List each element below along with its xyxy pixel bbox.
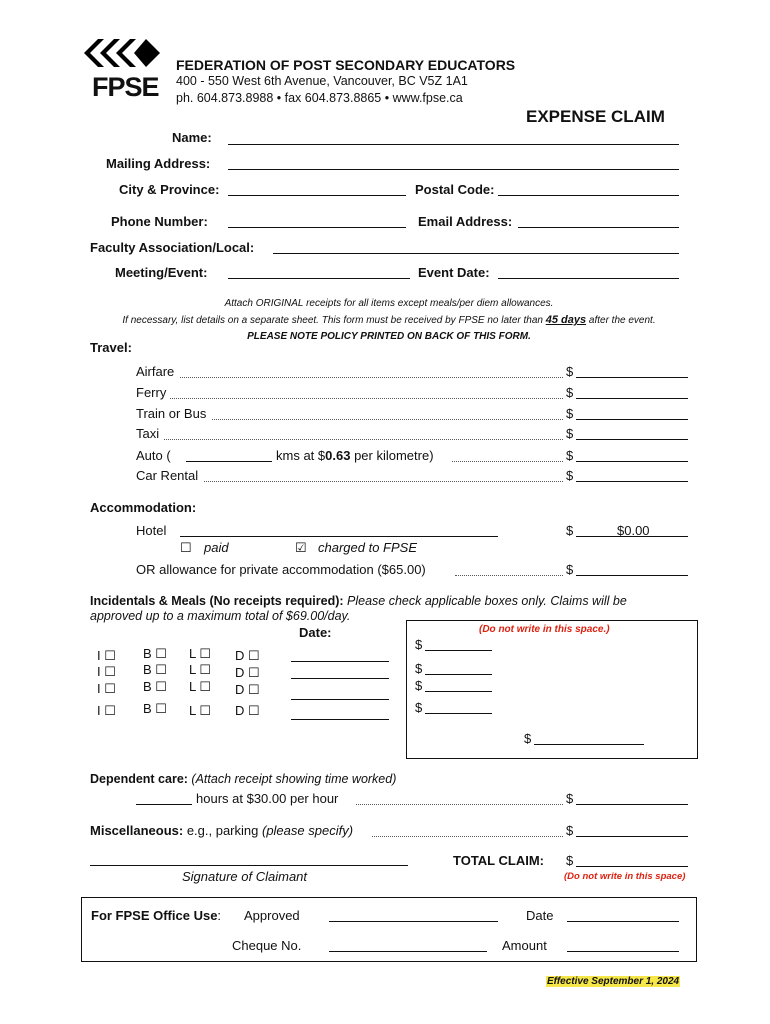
office-amount-1-dollar: $ — [415, 637, 423, 652]
instruction-line-1: Attach ORIGINAL receipts for all items except meals/per diem allowances. — [224, 298, 554, 309]
misc-row: Miscellaneous: e.g., parking (please specify) — [90, 823, 354, 838]
incidental-row4-b[interactable]: B ☐ — [143, 701, 167, 716]
office-approved-field — [329, 921, 498, 922]
incidental-row3-date[interactable] — [291, 699, 389, 700]
incidental-row2-date[interactable] — [291, 678, 389, 679]
auto-label: Auto ( — [136, 448, 171, 463]
logo-text: FPSE — [92, 72, 159, 102]
office-use-box — [81, 897, 697, 962]
auto-amount-field[interactable] — [576, 461, 688, 462]
ferry-dollar: $ — [566, 385, 574, 400]
signature-label: Signature of Claimant — [182, 869, 308, 884]
office-amount-4-dollar: $ — [415, 700, 423, 715]
airfare-leader — [180, 377, 563, 378]
incidental-row1-i[interactable]: I ☐ — [97, 648, 116, 663]
office-amount-1 — [425, 650, 492, 651]
private-allowance-label: OR allowance for private accommodation ($65.00) — [136, 562, 426, 577]
meeting-event-field[interactable] — [228, 278, 410, 279]
train-bus-dollar: $ — [566, 406, 574, 421]
office-amount-2 — [425, 674, 492, 675]
incidental-row1-date[interactable] — [291, 661, 389, 662]
org-name: FEDERATION OF POST SECONDARY EDUCATORS — [176, 57, 516, 73]
fpse-logo-mark-icon — [84, 36, 162, 70]
office-use-heading: For FPSE Office Use: — [91, 908, 222, 923]
misc-amount-field[interactable] — [576, 836, 688, 837]
auto-dollar: $ — [566, 448, 574, 463]
event-date-label: Event Date: — [418, 265, 490, 280]
office-amount-field — [567, 951, 679, 952]
airfare-dollar: $ — [566, 364, 574, 379]
hotel-amount-value[interactable]: $0.00 — [617, 523, 650, 538]
email-address-label: Email Address: — [418, 214, 513, 229]
form-title: EXPENSE CLAIM — [526, 107, 665, 126]
ferry-amount-field[interactable] — [576, 398, 688, 399]
auto-kms-text: kms at $0.63 per kilometre) — [276, 448, 434, 463]
train-bus-leader — [212, 419, 563, 420]
incidentals-note: approved up to a maximum total of $69.00/day. — [90, 609, 351, 623]
dependent-care-heading: Dependent care: (Attach receipt showing time worked) — [90, 772, 397, 786]
incidental-row3-l[interactable]: L ☐ — [189, 679, 212, 694]
taxi-leader — [164, 439, 563, 440]
car-rental-leader — [204, 481, 563, 482]
auto-leader — [452, 461, 563, 462]
car-rental-label: Car Rental — [136, 468, 199, 483]
airfare-amount-field[interactable] — [576, 377, 688, 378]
private-allowance-dollar: $ — [566, 562, 574, 577]
incidental-row3-d[interactable]: D ☐ — [235, 682, 260, 697]
mailing-address-label: Mailing Address: — [106, 156, 211, 171]
total-claim-dollar: $ — [566, 853, 574, 868]
phone-number-label: Phone Number: — [111, 214, 208, 229]
office-only-note: (Do not write in this space.) — [479, 624, 610, 635]
signature-field[interactable] — [90, 865, 408, 866]
incidental-row3-b[interactable]: B ☐ — [143, 679, 167, 694]
postal-code-label: Postal Code: — [415, 182, 495, 197]
train-bus-amount-field[interactable] — [576, 419, 688, 420]
office-only-box — [406, 620, 698, 759]
mailing-address-field[interactable] — [228, 169, 679, 170]
incidental-row2-b[interactable]: B ☐ — [143, 662, 167, 677]
email-address-field[interactable] — [518, 227, 679, 228]
event-date-field[interactable] — [498, 278, 679, 279]
phone-number-field[interactable] — [228, 227, 406, 228]
paid-label: paid — [204, 540, 229, 555]
effective-date: Effective September 1, 2024 — [547, 976, 680, 987]
incidental-row4-i[interactable]: I ☐ — [97, 703, 116, 718]
incidental-row4-l[interactable]: L ☐ — [189, 703, 212, 718]
office-subtotal — [534, 744, 644, 745]
incidental-row4-date[interactable] — [291, 719, 389, 720]
incidental-row1-l[interactable]: L ☐ — [189, 646, 212, 661]
airfare-label: Airfare — [136, 364, 175, 379]
office-amount-label: Amount — [502, 938, 547, 953]
office-amount-4 — [425, 713, 492, 714]
office-cheque-field — [329, 951, 487, 952]
office-approved-label: Approved — [244, 908, 300, 923]
private-allowance-amount-field[interactable] — [576, 575, 688, 576]
dependent-amount-field[interactable] — [576, 804, 688, 805]
incidental-row2-l[interactable]: L ☐ — [189, 662, 212, 677]
instructions — [0, 296, 770, 345]
office-amount-2-dollar: $ — [415, 661, 423, 676]
total-claim-field[interactable] — [576, 866, 688, 867]
incidental-row2-i[interactable]: I ☐ — [97, 664, 116, 679]
instruction-line-2: If necessary, list details on a separate sheet. This form must be received by FPSE no later than 45 days after the event. — [122, 314, 656, 326]
total-claim-label: TOTAL CLAIM: — [453, 853, 544, 868]
faculty-association-field[interactable] — [273, 253, 679, 254]
incidental-row2-d[interactable]: D ☐ — [235, 665, 260, 680]
total-no-write-note: (Do not write in this space) — [564, 871, 686, 882]
misc-dollar: $ — [566, 823, 574, 838]
taxi-amount-field[interactable] — [576, 439, 688, 440]
office-date-label: Date — [526, 908, 554, 923]
fpse-logo — [84, 36, 164, 106]
org-contact: ph. 604.873.8988 • fax 604.873.8865 • www.fpse.ca — [176, 91, 463, 105]
taxi-label: Taxi — [136, 426, 160, 441]
city-province-label: City & Province: — [119, 182, 220, 197]
travel-heading: Travel: — [90, 340, 132, 355]
office-amount-3-dollar: $ — [415, 678, 423, 693]
taxi-dollar: $ — [566, 426, 574, 441]
instruction-line-3: PLEASE NOTE POLICY PRINTED ON BACK OF THIS FORM. — [247, 331, 531, 342]
incidentals-heading: Incidentals & Meals (No receipts required): Please check applicable boxes only. Claims will be — [90, 594, 627, 608]
hotel-dollar: $ — [566, 523, 574, 538]
accommodation-heading: Accommodation: — [90, 500, 197, 515]
hotel-name-field[interactable] — [180, 536, 498, 537]
incidentals-date-label: Date: — [299, 625, 332, 640]
hotel-label: Hotel — [136, 523, 167, 538]
incidental-row1-d[interactable]: D ☐ — [235, 648, 260, 663]
postal-code-field[interactable] — [498, 195, 679, 196]
charged-checkbox[interactable]: ☑ — [295, 540, 307, 555]
ferry-label: Ferry — [136, 385, 167, 400]
office-subtotal-dollar: $ — [524, 731, 532, 746]
paid-checkbox[interactable]: ☐ — [180, 540, 192, 555]
office-amount-3 — [425, 691, 492, 692]
car-rental-amount-field[interactable] — [576, 481, 688, 482]
meeting-event-label: Meeting/Event: — [115, 265, 208, 280]
deadline-days: 45 days — [545, 314, 587, 326]
faculty-association-label: Faculty Association/Local: — [90, 240, 255, 255]
incidental-row4-d[interactable]: D ☐ — [235, 703, 260, 718]
car-rental-dollar: $ — [566, 468, 574, 483]
auto-kms-field[interactable] — [186, 461, 272, 462]
charged-label: charged to FPSE — [318, 540, 417, 555]
office-cheque-label: Cheque No. — [232, 938, 302, 953]
auto-rate: 0.63 — [325, 448, 351, 463]
dependent-hours-label: hours at $30.00 per hour — [196, 791, 339, 806]
dependent-leader — [356, 804, 563, 805]
city-province-field[interactable] — [228, 195, 406, 196]
org-address: 400 - 550 West 6th Avenue, Vancouver, BC V5Z 1A1 — [176, 74, 468, 88]
misc-leader — [372, 836, 563, 837]
name-label: Name: — [172, 130, 212, 145]
ferry-leader — [170, 398, 563, 399]
office-date-field — [567, 921, 679, 922]
dependent-hours-field[interactable] — [136, 804, 192, 805]
train-bus-label: Train or Bus — [136, 406, 207, 421]
name-field[interactable] — [228, 144, 679, 145]
dependent-dollar: $ — [566, 791, 574, 806]
incidental-row1-b[interactable]: B ☐ — [143, 646, 167, 661]
private-allowance-leader — [455, 575, 563, 576]
incidental-row3-i[interactable]: I ☐ — [97, 681, 116, 696]
